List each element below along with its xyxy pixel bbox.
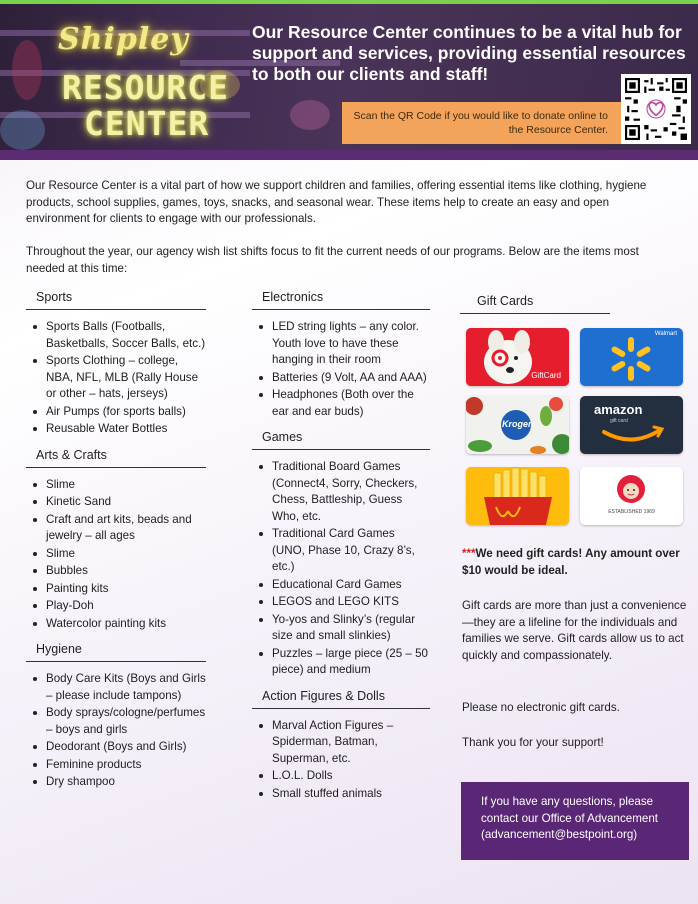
target-gift-card	[466, 328, 569, 386]
background-item	[0, 110, 45, 150]
list-item: Reusable Water Bottles	[26, 421, 206, 438]
section-heading-arts: Arts & Crafts	[26, 446, 206, 468]
logo-center-text: CENTER	[84, 104, 210, 143]
qr-code-icon	[625, 78, 687, 140]
list-item: Slime	[26, 546, 206, 563]
sports-list	[26, 319, 206, 438]
contact-text[interactable]: If you have any questions, please contact our Office of Advancement (advancement@bestpoint.org)	[481, 795, 659, 841]
amazon-smile-icon	[580, 396, 683, 454]
list-item: L.O.L. Dolls	[252, 768, 430, 785]
list-item: Body sprays/cologne/perfumes – boys and girls	[26, 705, 206, 738]
list-item: Batteries (9 Volt, AA and AAA)	[252, 370, 430, 387]
alert-stars: ***	[462, 547, 476, 560]
gift-card-alert	[462, 546, 682, 579]
games-list	[252, 459, 430, 679]
section-heading-sports: Sports	[26, 288, 206, 310]
header-banner	[0, 0, 698, 160]
list-item: Watercolor painting kits	[26, 616, 206, 633]
list-item: Sports Balls (Footballs, Basketballs, Soccer Balls, etc.)	[26, 319, 206, 352]
background-item	[290, 100, 330, 130]
thank-you-note: Thank you for your support!	[462, 736, 604, 749]
qr-callout-text: Scan the QR Code if you would like to donate online to the Resource Center.	[353, 110, 608, 136]
list-item: Painting kits	[26, 581, 206, 598]
header-accent-line	[0, 0, 698, 4]
column-left	[26, 288, 206, 799]
section-heading-hygiene: Hygiene	[26, 640, 206, 662]
list-item: Air Pumps (for sports balls)	[26, 404, 206, 421]
list-item: Play-Doh	[26, 598, 206, 615]
arts-list	[26, 477, 206, 633]
alert-text: We need gift cards! Any amount over $10 would be ideal.	[462, 547, 680, 577]
electronics-list	[252, 319, 430, 420]
mcdonalds-fries-icon	[466, 467, 569, 525]
list-item: Headphones (Both over the ear and ear buds)	[252, 387, 430, 420]
gift-card-paragraph: Gift cards are more than just a convenience—they are a lifeline for the individuals and families we serve. Gift cards allow us to act quickly and compassionately.	[462, 599, 687, 662]
kroger-card-label: Kroger	[502, 419, 532, 429]
list-item: Dry shampoo	[26, 774, 206, 791]
logo-script-text: Shipley	[58, 22, 189, 57]
section-heading-games: Games	[252, 428, 430, 450]
intro-paragraph-2: Throughout the year, our agency wish list shifts focus to fit the current needs of our programs. Below are the items most needed at this time:	[26, 245, 639, 275]
list-item: Kinetic Sand	[26, 494, 206, 511]
kroger-gift-card	[466, 396, 569, 454]
list-item: Feminine products	[26, 757, 206, 774]
amazon-gift-card	[580, 396, 683, 454]
section-heading-action-figures: Action Figures & Dolls	[252, 687, 430, 709]
list-item: Body Care Kits (Boys and Girls – please include tampons)	[26, 671, 206, 704]
hygiene-list	[26, 671, 206, 791]
list-item: Yo-yos and Slinky’s (regular size and small slinkies)	[252, 612, 430, 645]
wendys-logo-icon	[580, 467, 683, 525]
list-item: Traditional Card Games (UNO, Phase 10, Crazy 8’s, etc.)	[252, 526, 430, 576]
mcdonalds-gift-card	[466, 467, 569, 525]
walmart-card-label: Walmart	[654, 331, 677, 337]
no-electronic-note: Please no electronic gift cards.	[462, 701, 620, 714]
action-figures-list	[252, 718, 430, 803]
amazon-card-label: amazon	[594, 402, 643, 417]
amazon-card-sublabel: gift card	[610, 418, 628, 424]
list-item: Traditional Board Games (Connect4, Sorry, Checkers, Chess, Battleship, Guess Who, etc.	[252, 459, 430, 525]
list-item: Marval Action Figures – Spiderman, Batman, Superman, etc.	[252, 718, 430, 768]
target-card-label: GiftCard	[531, 371, 561, 380]
qr-code[interactable]	[621, 74, 691, 144]
list-item: Deodorant (Boys and Girls)	[26, 739, 206, 756]
section-heading-electronics: Electronics	[252, 288, 430, 310]
wendys-card-label: ESTABLISHED 1969	[608, 509, 655, 515]
list-item: LEGOS and LEGO KITS	[252, 594, 430, 611]
intro-paragraph-1: Our Resource Center is a vital part of how we support children and families, offering essential items like clothing, hygiene products, school supplies, games, toys, snacks, and seasonal wear. These items help to create an easy and open environment for clients to engage with our professionals.	[26, 179, 647, 225]
headline: Our Resource Center continues to be a vital hub for support and services, providing essential resources to both our clients and staff!	[252, 22, 686, 84]
list-item: Puzzles – large piece (25 – 50 piece) and medium	[252, 646, 430, 679]
list-item: Educational Card Games	[252, 577, 430, 594]
list-item: LED string lights – any color. Youth love to have these hanging in their room	[252, 319, 430, 369]
list-item: Small stuffed animals	[252, 786, 430, 803]
list-item: Bubbles	[26, 563, 206, 580]
walmart-gift-card	[580, 328, 683, 386]
logo-resource-text: RESOURCE	[62, 68, 229, 107]
list-item: Craft and art kits, beads and jewelry – all ages	[26, 512, 206, 545]
list-item: Slime	[26, 477, 206, 494]
list-item: Sports Clothing – college, NBA, NFL, MLB (Rally House or other – hats, jerseys)	[26, 353, 206, 403]
column-middle	[252, 288, 430, 810]
header-bottom-bar	[0, 150, 698, 160]
wendys-gift-card	[580, 467, 683, 525]
background-bag	[12, 40, 42, 100]
section-heading-gift-cards: Gift Cards	[460, 292, 610, 314]
